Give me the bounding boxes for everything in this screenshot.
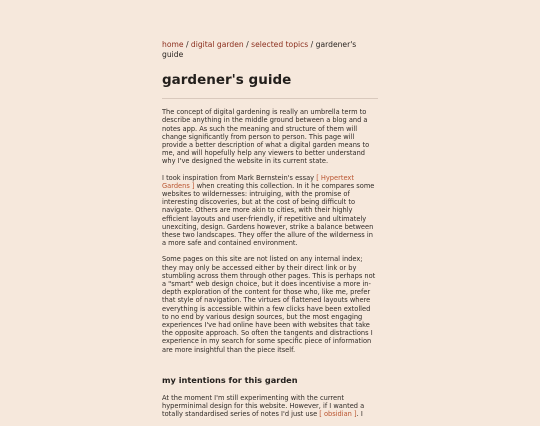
breadcrumb-separator: /: [243, 40, 252, 49]
breadcrumb: [162, 40, 378, 59]
hypertext-gardens-link[interactable]: [ Hypertext Gardens ]: [162, 173, 354, 190]
breadcrumb-current: gardener's guide: [162, 40, 357, 59]
navigation-paragraph: Some pages on this site are not listed on any internal index; they may only be accessed either by their direct link or by stumbling across them through other pages. This is perhaps not a "smart" web design choice, but it does incentivise a more in-depth exploration of the content for those who, like me, prefer that style of navigation. The virtues of flattened layouts where everything is accessible within a few clicks have been extolled to no end by various design sources, but the most engaging experiences I've had online have been with websites that take the opposite approach. So often the tangents and distractions I experience in my search for some specific piece of information are more insightful than the piece itself.: [162, 255, 376, 354]
breadcrumb-selected-topics-link[interactable]: selected topics: [251, 40, 309, 49]
intro-paragraph: The concept of digital gardening is really an umbrella term to describe anything in the middle ground between a blog and a notes app. As such the meaning and structure of them will change significantly from person to person. This page will provide a better description of what a digital garden means to me, and will hopefully help any viewers to better understand why I've designed the website in its current state.: [162, 108, 370, 166]
intentions-paragraph: [162, 394, 378, 419]
breadcrumb-separator: /: [183, 40, 191, 49]
page-title: gardener's guide: [162, 72, 292, 89]
title-divider: [162, 98, 378, 99]
breadcrumb-separator: /: [308, 40, 316, 49]
intentions-text-start: At the moment I'm still experimenting with the current hyperminimal design for this website. However, if I wanted a totally standardised series of notes I'd just use: [162, 393, 365, 419]
breadcrumb-home-link[interactable]: home: [162, 40, 184, 49]
breadcrumb-digital-garden-link[interactable]: digital garden: [190, 40, 244, 49]
inspiration-text-end: when creating this collection. In it he compares some websites to wildernesses: intruiging, with the promise of interesting discoveries, but at the cost of being difficult to navigate. Others are more akin to cities, with their highly efficient layouts and user-friendly, if repetitive and ultimately unexciting, design. Gardens however, strike a balance between these two landscapes. They offer the allure of the wilderness in a more safe and contained environment.: [162, 181, 375, 248]
intentions-text-end: . I: [356, 410, 363, 419]
obsidian-link[interactable]: [ obsidian ]: [319, 410, 357, 419]
section-heading-intentions: my intentions for this garden: [162, 374, 298, 385]
main-content: [162, 40, 378, 426]
inspiration-paragraph: [162, 174, 378, 248]
inspiration-text-start: I took inspiration from Mark Bernstein's essay: [162, 173, 317, 182]
